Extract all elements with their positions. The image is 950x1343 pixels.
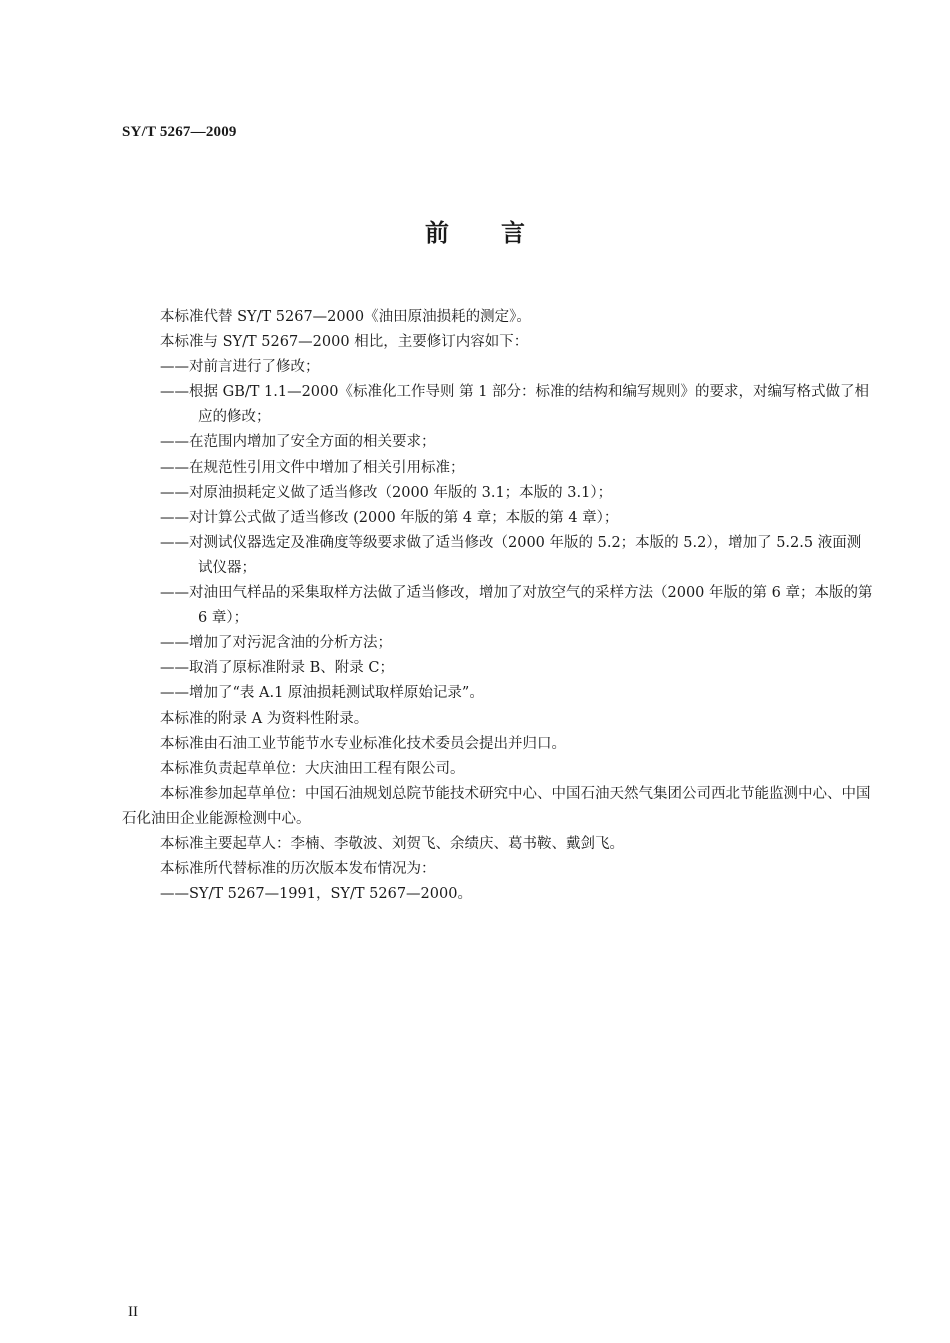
revision-item: ——在规范性引用文件中增加了相关引用标准； — [160, 459, 465, 476]
revision-item: ——对计算公式做了适当修改 (2000 年版的第 4 章；本版的第 4 章）； — [160, 509, 619, 526]
paragraph: 本标准由石油工业节能节水专业标准化技术委员会提出并归口。 — [160, 735, 566, 752]
paragraph: 本标准负责起草单位：大庆油田工程有限公司。 — [160, 760, 465, 777]
paragraph: 本标准的附录 A 为资料性附录。 — [160, 710, 369, 727]
revision-item: ——增加了对污泥含油的分析方法； — [160, 635, 392, 652]
revision-item: ——在范围内增加了安全方面的相关要求； — [160, 434, 436, 451]
revision-item: ——对原油损耗定义做了适当修改（2000 年版的 3.1；本版的 3.1）； — [160, 484, 613, 501]
revision-item: ——对前言进行了修改； — [160, 359, 320, 376]
paragraph: 本标准参加起草单位：中国石油规划总院节能技术研究中心、中国石油天然气集团公司西北节能监测中心、中国石化油田企业能源检测中心。 — [122, 785, 871, 827]
paragraph: 本标准与 SY/T 5267—2000 相比，主要修订内容如下： — [160, 334, 529, 351]
revision-item: ——根据 GB/T 1.1—2000《标准化工作导则 第 1 部分：标准的结构和编写规则》的要求，对编写格式做了相应的修改； — [160, 384, 870, 426]
revision-item: ——取消了原标准附录 B、附录 C； — [160, 660, 394, 677]
page-title: 前言 — [425, 219, 577, 247]
document-body — [122, 305, 874, 907]
revision-item: ——对油田气样品的采集取样方法做了适当修改，增加了对放空气的采样方法（2000 年版的第 6 章；本版的第 6 章）； — [160, 585, 873, 627]
history-item: ——SY/T 5267—1991，SY/T 5267—2000。 — [160, 886, 472, 903]
paragraph: 本标准所代替标准的历次版本发布情况为： — [160, 861, 436, 878]
page-number: II — [128, 1304, 138, 1320]
revision-item: ——增加了“表 A.1 原油损耗测试取样原始记录”。 — [160, 685, 484, 702]
paragraph: 本标准代替 SY/T 5267—2000《油田原油损耗的测定》。 — [160, 309, 531, 325]
standard-code: SY/T 5267—2009 — [122, 124, 237, 140]
paragraph: 本标准主要起草人：李楠、李敬波、刘贺飞、余绩庆、葛书鞍、戴剑飞。 — [160, 835, 624, 852]
revision-item: ——对测试仪器选定及准确度等级要求做了适当修改（2000 年版的 5.2；本版的 5.2），增加了 5.2.5 液面测试仪器； — [160, 534, 862, 576]
